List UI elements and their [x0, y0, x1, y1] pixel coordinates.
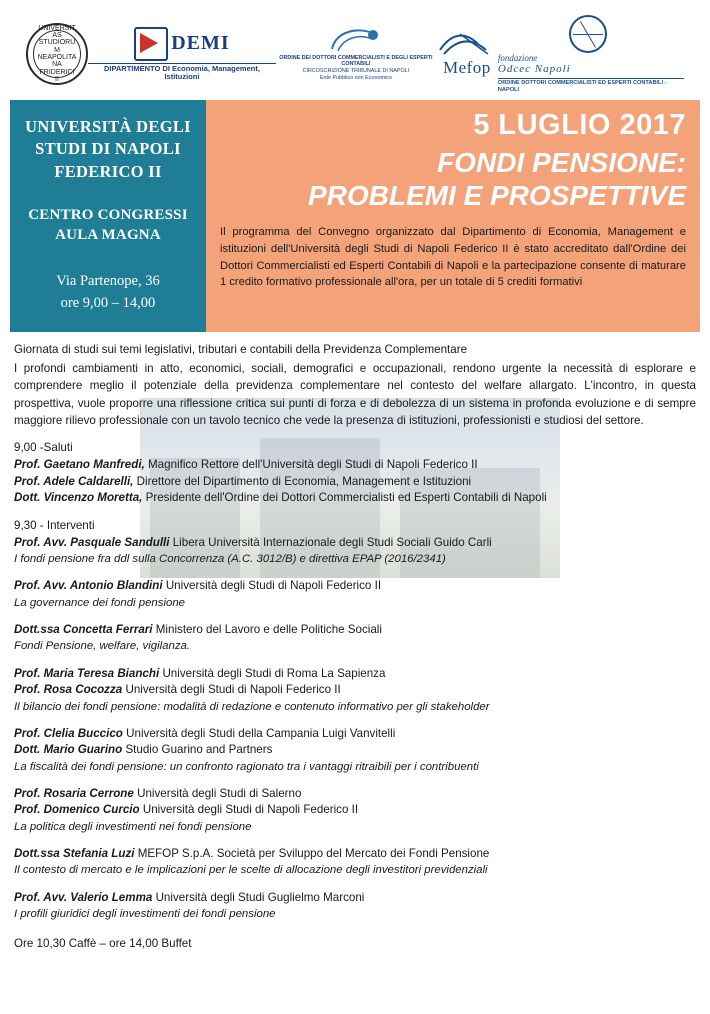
speaker-name: Prof. Maria Teresa Bianchi [14, 666, 160, 680]
mefop-mark-icon [436, 30, 498, 58]
logo-strip [0, 0, 710, 96]
section-heading-saluti: 9,00 -Saluti [14, 441, 73, 455]
speaker-row [14, 490, 696, 506]
speaker-affiliation: Studio Guarino and Partners [125, 743, 273, 757]
speaker-affiliation: Università degli Studi di Napoli Federico II [125, 683, 341, 697]
talk-group [14, 622, 696, 655]
program-section-interventi [14, 519, 696, 922]
odcec-line3: Ente Pubblico non Economico [319, 74, 392, 81]
talk-group [14, 726, 696, 775]
speaker-affiliation: Università degli Studi Guglielmo Marconi [155, 890, 365, 904]
mefop-wordmark: Mefop [442, 58, 491, 77]
talk-topic: I profili giuridici degli investimenti dei fondi pensione [14, 908, 276, 921]
talk-group [14, 890, 696, 923]
speaker-name: Prof. Avv. Valerio Lemma [14, 890, 153, 904]
section-heading-interventi: 9,30 - Interventi [14, 518, 95, 532]
demi-logo [88, 27, 276, 82]
odcec-line1: ORDINE DEI DOTTORI COMMERCIALISTI E DEGLI ESPERTI CONTABILI [279, 54, 433, 68]
speaker-name: Prof. Avv. Pasquale Sandulli [14, 535, 170, 549]
fondazione-line1: fondazione [497, 52, 538, 63]
globe-icon [569, 15, 607, 53]
speaker-affiliation: Ministero del Lavoro e delle Politiche Sociali [155, 623, 382, 636]
speaker-row [14, 802, 696, 818]
speaker-row [14, 578, 696, 594]
speaker-name: Prof. Rosaria Cerrone [14, 786, 134, 800]
demi-subtitle: DIPARTIMENTO DI Economia, Management, Istituzioni [88, 63, 276, 82]
speaker-name: Dott.ssa Stefania Luzi [14, 846, 135, 860]
speaker-affiliation: Presidente dell'Ordine dei Dottori Commercialisti ed Esperti Contabili di Napoli [145, 491, 547, 505]
speaker-row [14, 786, 696, 802]
demi-wordmark: DEMI [171, 32, 230, 55]
speaker-name: Prof. Gaetano Manfredi, [14, 458, 145, 472]
speaker-row [14, 457, 696, 473]
event-banner [10, 100, 700, 332]
event-date: 5 LUGLIO 2017 [473, 109, 686, 141]
speaker-affiliation: Università degli Studi della Campania Luigi Vanvitelli [126, 726, 396, 740]
banner-title-panel [206, 100, 700, 332]
speaker-affiliation: Magnifico Rettore dell'Università degli Studi di Napoli Federico II [148, 458, 478, 472]
speaker-name: Prof. Adele Caldarelli, [14, 474, 134, 488]
speaker-name: Prof. Clelia Buccico [14, 726, 123, 740]
program-intro-title: Giornata di studi sui temi legislativi, tributari e contabili della Previdenza Complementare [14, 343, 468, 356]
break-note: Ore 10,30 Caffè – ore 14,00 Buffet [14, 937, 192, 951]
banner-venue-panel [10, 100, 206, 332]
speaker-name: Dott. Vincenzo Moretta, [14, 491, 143, 505]
university-seal-logo [26, 23, 88, 85]
speaker-row [14, 666, 696, 682]
talk-group [14, 578, 696, 611]
speaker-affiliation: Direttore del Dipartimento di Economia, Management e Istituzioni [136, 474, 472, 488]
banner-address: Via Partenope, 36 [56, 273, 160, 290]
program-content [0, 332, 710, 950]
speaker-row [14, 474, 696, 490]
talk-topic: Fondi Pensione, welfare, vigilanza. [14, 640, 191, 653]
banner-venue: CENTRO CONGRESSI AULA MAGNA [28, 206, 188, 244]
fondazione-odcec-logo [498, 15, 684, 93]
speaker-affiliation: Università degli Studi di Roma La Sapienza [162, 666, 386, 680]
speaker-name: Prof. Avv. Antonio Blandini [14, 579, 163, 593]
talk-topic: La fiscalità dei fondi pensione: un confronto ragionato tra i vantaggi ritraibili per i contribuenti [14, 760, 479, 773]
speaker-row [14, 890, 696, 906]
university-seal-text: UNIVERSITAS STUDIORUM NEAPOLITANA FRIDERICI II [37, 24, 77, 84]
fondazione-line2: Odcec Napoli [497, 63, 571, 76]
talk-group [14, 846, 696, 879]
speaker-name: Dott.ssa Concetta Ferrari [14, 623, 153, 636]
odcec-line2: CIRCOSCRIZIONE TRIBUNALE DI NAPOLI [302, 68, 410, 74]
odcec-swirl-icon [328, 27, 384, 53]
talk-topic: La governance dei fondi pensione [14, 596, 185, 609]
university-seal-icon [26, 23, 88, 85]
speaker-row [14, 726, 696, 742]
program-intro-text: I profondi cambiamenti in atto, economici, sociali, demografici e occupazionali, rendono urgente la necessità di esplorare e comprendere meglio il potenziale della previdenza complementare nel contesto del welfare allargato. L'incontro, in questa prospettiva, vuole proporre una riflessione critica sui punti di forza e di debolezza di un sistema in profonda evoluzione e di sempre maggiore rilievo professionale con un tavolo tecnico che vede la presenza di istituzioni, professionisti e studiosi del settore. [14, 361, 696, 427]
odcec-swirl-svg [328, 27, 384, 53]
speaker-name: Prof. Rosa Cocozza [14, 683, 123, 697]
odcec-napoli-logo [276, 27, 436, 82]
speaker-name: Prof. Domenico Curcio [14, 803, 140, 817]
speaker-affiliation: Libera Università Internazionale degli Studi Sociali Guido Carli [172, 535, 492, 549]
demi-arrow-icon [134, 27, 168, 61]
banner-address-block [18, 271, 198, 315]
talk-topic: Il bilancio dei fondi pensione: modalità di redazione e contenuto informativo per gli stakeholder [14, 700, 490, 713]
talk-topic: I fondi pensione fra ddl sulla Concorrenza (A.C. 3012/B) e direttiva EPAP (2016/2341) [14, 553, 446, 566]
program-text [14, 342, 696, 950]
speaker-row [14, 535, 696, 551]
event-title [220, 146, 686, 212]
accreditation-text: Il programma del Convegno organizzato dal Dipartimento di Economia, Management e istituzioni dell'Università degli Studi di Napoli Federico II è stato accreditato dall'Ordine dei Dottori Commercialisti ed Esperti Contabili di Napoli e la partecipazione consente di maturare 1 credito formativo professionale all'ora, per un totale di 5 crediti formativi [220, 225, 686, 289]
speaker-affiliation: Università degli Studi di Napoli Federico II [142, 803, 359, 817]
event-title-line1: FONDI PENSIONE: [437, 146, 686, 178]
fondazione-caption [498, 53, 684, 93]
fondazione-line3: ORDINE DOTTORI COMMERCIALISTI ED ESPERTI CONTABILI - NAPOLI [498, 78, 684, 93]
program-section-saluti [14, 441, 696, 506]
odcec-napoli-caption [276, 55, 436, 82]
mefop-logo [436, 30, 498, 78]
speaker-row [14, 742, 696, 758]
talk-topic: Il contesto di mercato e le implicazioni per le scelte di allocazione degli investitori previdenziali [14, 864, 488, 877]
mefop-mark-svg [436, 30, 498, 58]
speaker-row [14, 682, 696, 698]
speaker-name: Dott. Mario Guarino [14, 743, 123, 757]
demi-mark-row [134, 27, 229, 61]
talk-topic: La politica degli investimenti nei fondi pensione [14, 820, 252, 833]
speaker-affiliation: Università degli Studi di Napoli Federico II [165, 579, 382, 593]
talk-group [14, 535, 696, 568]
speaker-row [14, 846, 696, 862]
speaker-row [14, 622, 696, 638]
speaker-affiliation: MEFOP S.p.A. Società per Sviluppo del Mercato dei Fondi Pensione [137, 846, 490, 860]
banner-hours: ore 9,00 – 14,00 [60, 295, 156, 312]
event-title-line2: PROBLEMI E PROSPETTIVE [307, 179, 686, 211]
talk-group [14, 666, 696, 715]
speaker-affiliation: Università degli Studi di Salerno [137, 786, 302, 800]
talk-group [14, 786, 696, 835]
banner-university: UNIVERSITÀ DEGLI STUDI DI NAPOLI FEDERICO II [25, 117, 191, 181]
